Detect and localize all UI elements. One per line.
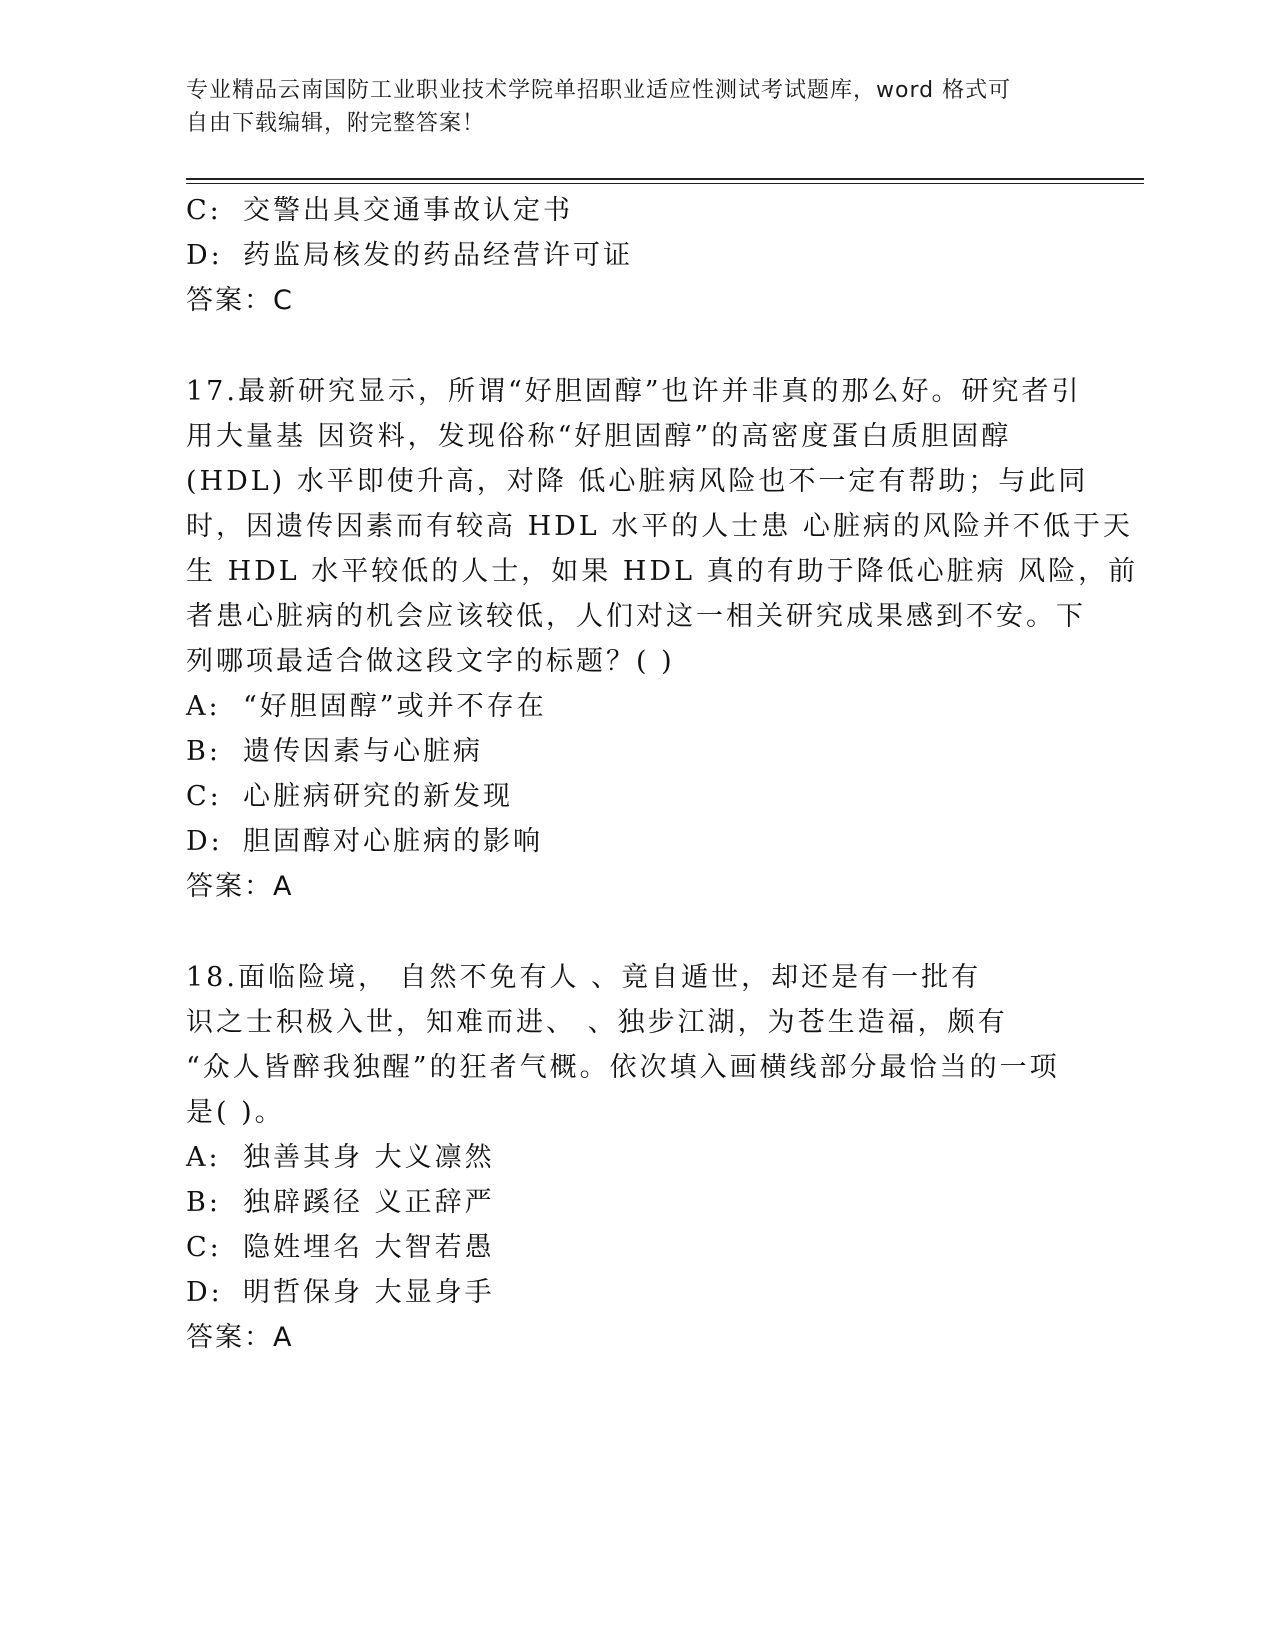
- option-c: [186, 188, 1086, 233]
- option-text: 交警出具交通事故认定书: [243, 195, 573, 226]
- option-text: 明哲保身 大显身手: [243, 1277, 495, 1308]
- header-line-1: 专业精品云南国防工业职业技术学院单招职业适应性测试考试题库，word 格式可: [186, 78, 1012, 103]
- option-b: [186, 1180, 1086, 1225]
- option-letter: D:: [186, 1277, 223, 1308]
- option-text: 遗传因素与心脏病: [243, 736, 483, 767]
- question-stem-line: “众人皆醉我独醒”的狂者气概。依次填入画横线部分最恰当的一项: [186, 1052, 1060, 1083]
- question-17: [186, 369, 1139, 909]
- question-stem-line: 是( )。: [186, 1097, 285, 1128]
- question-stem-line: (HDL) 水平即使升高，对降 低心脏病风险也不一定有帮助；与此同: [186, 466, 1089, 497]
- spacer: [186, 323, 1086, 369]
- header-rule-thin: [186, 183, 1144, 184]
- option-text: 药监局核发的药品经营许可证: [243, 240, 633, 271]
- header-line-2: 自由下载编辑，附完整答案！: [186, 111, 486, 136]
- header-rule-thick: [186, 178, 1144, 180]
- option-b: [186, 729, 1086, 774]
- option-a: [186, 1135, 1086, 1180]
- question-18: [186, 955, 1086, 1360]
- option-d: [186, 819, 1086, 864]
- option-a: [186, 684, 1086, 729]
- question-stem-line: 时，因遗传因素而有较高 HDL 水平的人士患 心脏病的风险并不低于天: [186, 511, 1133, 542]
- answer-line: 答案：A: [186, 1322, 294, 1353]
- option-text: 隐姓埋名 大智若愚: [243, 1232, 495, 1263]
- question-stem-line: 者患心脏病的机会应该较低，人们对这一相关研究成果感到不安。下: [186, 601, 1086, 632]
- option-text: 心脏病研究的新发现: [243, 781, 513, 812]
- document-body: [186, 188, 1139, 1360]
- option-text: “好胆固醇”或并不存在: [243, 691, 547, 722]
- option-text: 独辟蹊径 义正辞严: [243, 1187, 495, 1218]
- option-c: [186, 774, 1086, 819]
- page-header: [186, 74, 1066, 140]
- option-letter: B:: [186, 736, 221, 767]
- question-stem-line: 生 HDL 水平较低的人士，如果 HDL 真的有助于降低心脏病 风险，前: [186, 556, 1139, 587]
- option-text: 胆固醇对心脏病的影响: [243, 826, 543, 857]
- option-d: [186, 1270, 1086, 1315]
- option-letter: B:: [186, 1187, 221, 1218]
- prev-question: [186, 188, 1086, 323]
- option-letter: A:: [186, 691, 221, 722]
- option-letter: C:: [186, 781, 222, 812]
- answer-line: 答案：C: [186, 285, 294, 316]
- answer-line: 答案：A: [186, 871, 294, 902]
- option-letter: A:: [186, 1142, 221, 1173]
- question-stem-line: 用大量基 因资料，发现俗称“好胆固醇”的高密度蛋白质胆固醇: [186, 421, 1012, 452]
- option-c: [186, 1225, 1086, 1270]
- question-stem-line: 17.最新研究显示，所谓“好胆固醇”也许并非真的那么好。研究者引: [186, 376, 1082, 407]
- option-letter: D:: [186, 240, 223, 271]
- question-stem-line: 列哪项最适合做这段文字的标题？( ): [186, 646, 675, 677]
- option-text: 独善其身 大义凛然: [243, 1142, 495, 1173]
- option-letter: C:: [186, 195, 222, 226]
- spacer: [186, 909, 1086, 955]
- option-letter: D:: [186, 826, 223, 857]
- option-letter: C:: [186, 1232, 222, 1263]
- question-stem-line: 识之士积极入世，知难而进、 、独步江湖，为苍生造福，颇有: [186, 1007, 1008, 1038]
- question-stem-line: 18.面临险境， 自然不免有人 、竟自遁世，却还是有一批有: [186, 962, 982, 993]
- option-d: [186, 233, 1086, 278]
